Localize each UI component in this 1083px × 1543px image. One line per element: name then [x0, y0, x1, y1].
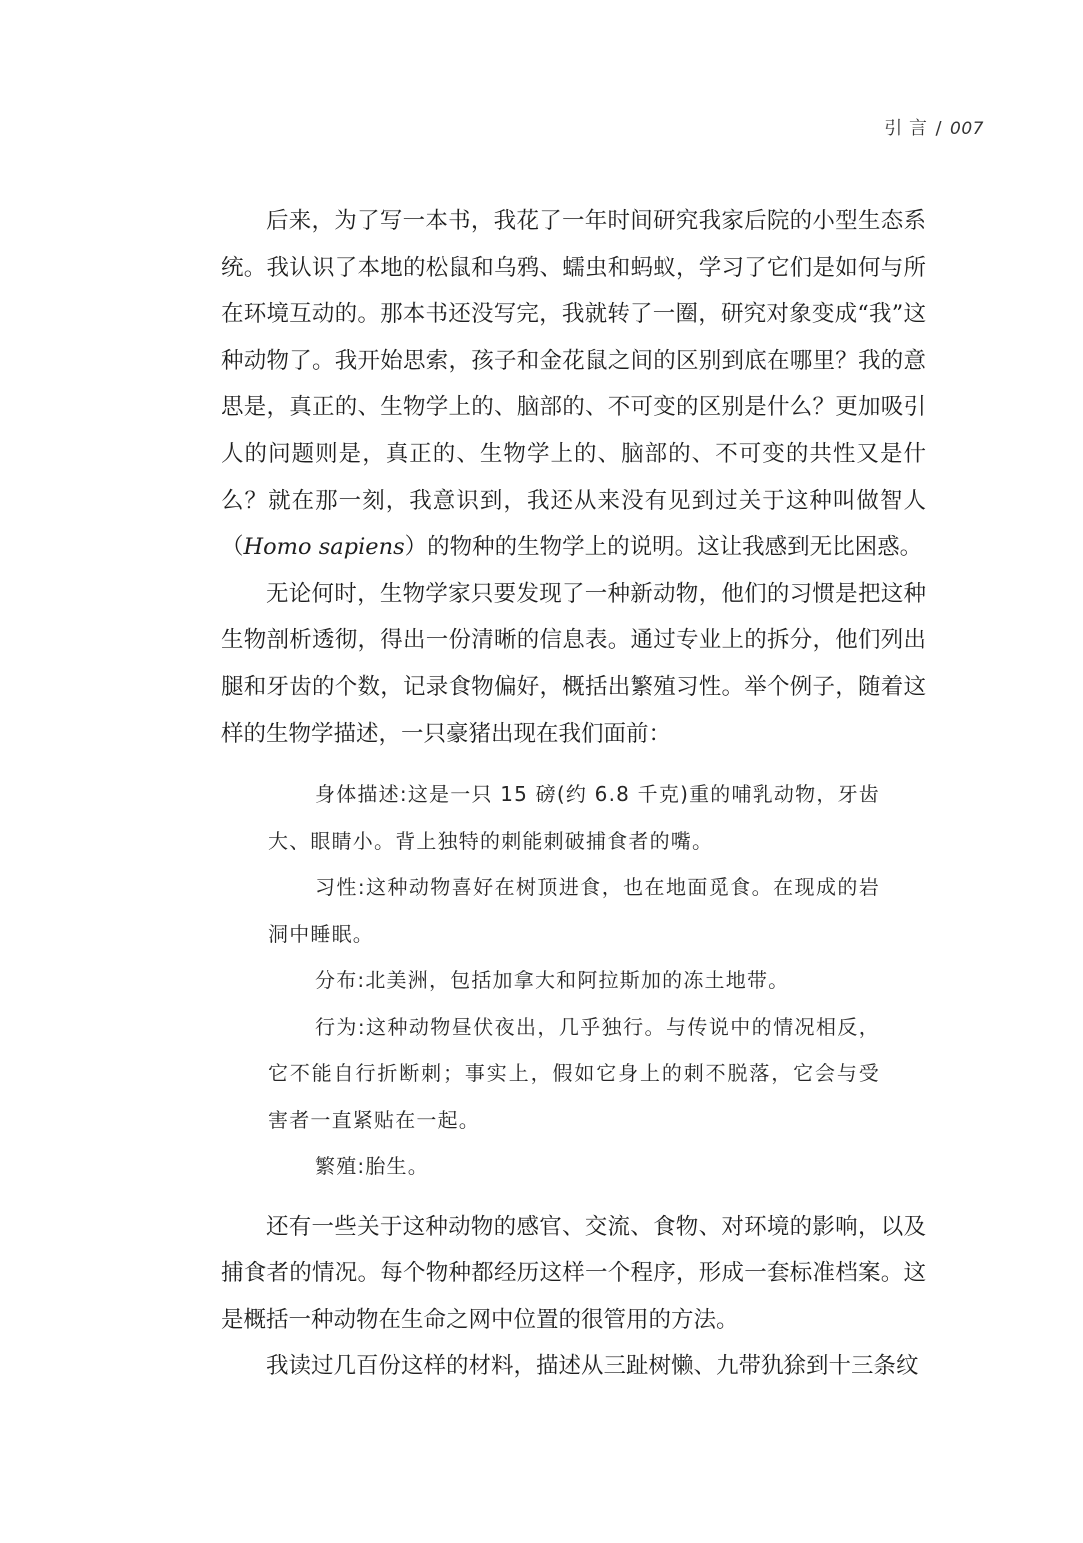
profile-text: 这种动物昼伏夜出，几乎独行。与传说中的情况相反，它不能自行折断刺；事实上，假如它身上的刺不脱落，它会与受害者一直紧贴在一起。 [268, 1014, 880, 1132]
porcupine-profile [268, 771, 880, 1190]
profile-colon: : [357, 875, 366, 900]
chapter-title: 引 言 [884, 118, 928, 139]
profile-text: 北美洲，包括加拿大和阿拉斯加的冻土地带。 [365, 968, 790, 993]
profile-colon: : [399, 782, 408, 807]
paragraph-4: 我读过几百份这样的材料，描述从三趾树懒、九带犰狳到十三条纹 [266, 1353, 919, 1380]
paragraph-1 [221, 198, 926, 571]
header-separator: / [935, 118, 943, 139]
paragraph-3: 还有一些关于这种动物的感官、交流、食物、对环境的影响，以及捕食者的情况。每个物种都经历这样一个程序，形成一套标准档案。这是概括一种动物在生命之网中位置的很管用的方法。 [221, 1213, 926, 1333]
profile-text: 这是一只 15 磅(约 6.8 千克)重的哺乳动物，牙齿大、眼睛小。背上独特的刺能刺破捕食者的嘴。 [268, 782, 880, 853]
profile-label: 习性 [315, 875, 358, 900]
paragraph-2: 无论何时，生物学家只要发现了一种新动物，他们的习惯是把这种生物剖析透彻，得出一份清晰的信息表。通过专业上的拆分，他们列出腿和牙齿的个数，记录食物偏好，概括出繁殖习性。举个例子，随着这样的生物学描述，一只豪猪出现在我们面前： [221, 580, 926, 747]
profile-entry-body [268, 771, 880, 864]
profile-colon: : [357, 1154, 366, 1179]
profile-entry-habits [268, 864, 880, 957]
profile-text: 这种动物喜好在树顶进食，也在地面觅食。在现成的岩洞中睡眠。 [268, 875, 880, 946]
profile-label: 身体描述 [315, 782, 400, 807]
page-number: 007 [950, 119, 984, 139]
profile-colon: : [357, 1014, 366, 1039]
scientific-name: Homo sapiens [243, 534, 405, 561]
profile-label: 繁殖 [315, 1154, 358, 1179]
profile-label: 行为 [315, 1014, 358, 1039]
profile-colon: : [357, 968, 366, 993]
profile-entry-distribution [268, 957, 880, 1004]
profile-entry-behavior [268, 1004, 880, 1144]
paragraph-1-text: 后来，为了写一本书，我花了一年时间研究我家后院的小型生态系统。我认识了本地的松鼠和乌鸦、蠕虫和蚂蚁，学习了它们是如何与所在环境互动的。那本书还没写完，我就转了一圈，研究对象变成“我”这种动物了。我开始思索，孩子和金花鼠之间的区别到底在哪里？我的意思是，真正的、生物学上的、脑部的、不可变的区别是什么？更加吸引人的问题则是，真正的、生物学上的、脑部的、不可变的共性又是什么？就在那一刻，我意识到，我还从来没有见到过关于这种叫做智人（ [221, 208, 926, 561]
profile-label: 分布 [315, 968, 358, 993]
running-head [884, 114, 984, 140]
main-text [221, 198, 926, 1390]
profile-text: 胎生。 [365, 1154, 429, 1179]
paragraph-1-text-end: ）的物种的生物学上的说明。这让我感到无比困惑。 [404, 534, 923, 561]
profile-entry-reproduction [268, 1143, 880, 1190]
